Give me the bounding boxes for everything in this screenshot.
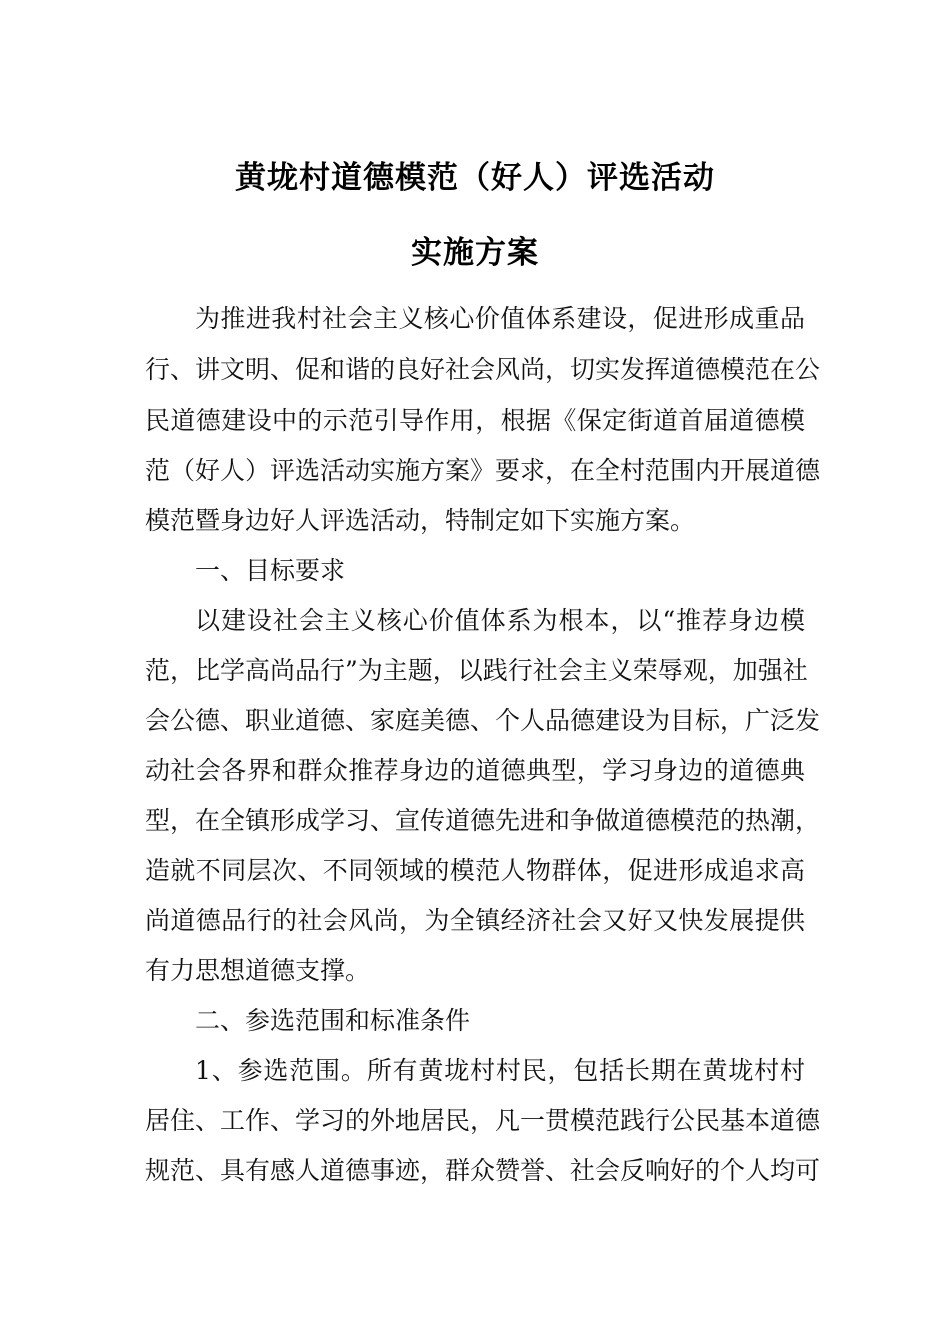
paragraph-scope-line: 1、参选范围。所有黄垅村村民，包括长期在黄垅村村 bbox=[195, 1056, 805, 1085]
section-heading-scope: 二、参选范围和标准条件 bbox=[195, 1006, 471, 1035]
paragraph-intro-line: 为推进我村社会主义核心价值体系建设，促进形成重品 bbox=[195, 304, 805, 333]
paragraph-goals-line: 尚道德品行的社会风尚，为全镇经济社会又好又快发展提供 bbox=[145, 906, 805, 935]
paragraph-goals-line: 造就不同层次、不同领域的模范人物群体，促进形成追求高 bbox=[145, 856, 805, 885]
paragraph-goals-line: 以建设社会主义核心价值体系为根本，以“推荐身边模 bbox=[195, 606, 805, 635]
section-heading-goals: 一、目标要求 bbox=[195, 556, 346, 585]
document-title-line-2: 实施方案 bbox=[411, 235, 539, 271]
paragraph-scope-line: 规范、具有感人道德事迹，群众赞誉、社会反响好的个人均可 bbox=[145, 1156, 821, 1185]
paragraph-goals-line: 型，在全镇形成学习、宣传道德先进和争做道德模范的热潮， bbox=[145, 806, 821, 835]
paragraph-goals-line: 范，比学高尚品行”为主题，以践行社会主义荣辱观，加强社 bbox=[145, 656, 808, 685]
paragraph-goals-line: 动社会各界和群众推荐身边的道德典型，学习身边的道德典 bbox=[145, 756, 805, 785]
paragraph-goals-line: 有力思想道德支撑。 bbox=[145, 956, 371, 985]
paragraph-intro-line: 行、讲文明、促和谐的良好社会风尚，切实发挥道德模范在公 bbox=[145, 355, 821, 384]
paragraph-goals-line: 会公德、职业道德、家庭美德、个人品德建设为目标，广泛发 bbox=[145, 706, 821, 735]
paragraph-intro-line: 范（好人）评选活动实施方案》要求，在全村范围内开展道德 bbox=[145, 456, 821, 485]
paragraph-intro-line: 民道德建设中的示范引导作用，根据《保定街道首届道德模 bbox=[145, 406, 805, 435]
paragraph-intro-line: 模范暨身边好人评选活动，特制定如下实施方案。 bbox=[145, 506, 696, 535]
paragraph-scope-line: 居住、工作、学习的外地居民，凡一贯模范践行公民基本道德 bbox=[145, 1106, 821, 1135]
document-title-line-1: 黄垅村道德模范（好人）评选活动 bbox=[235, 160, 715, 196]
